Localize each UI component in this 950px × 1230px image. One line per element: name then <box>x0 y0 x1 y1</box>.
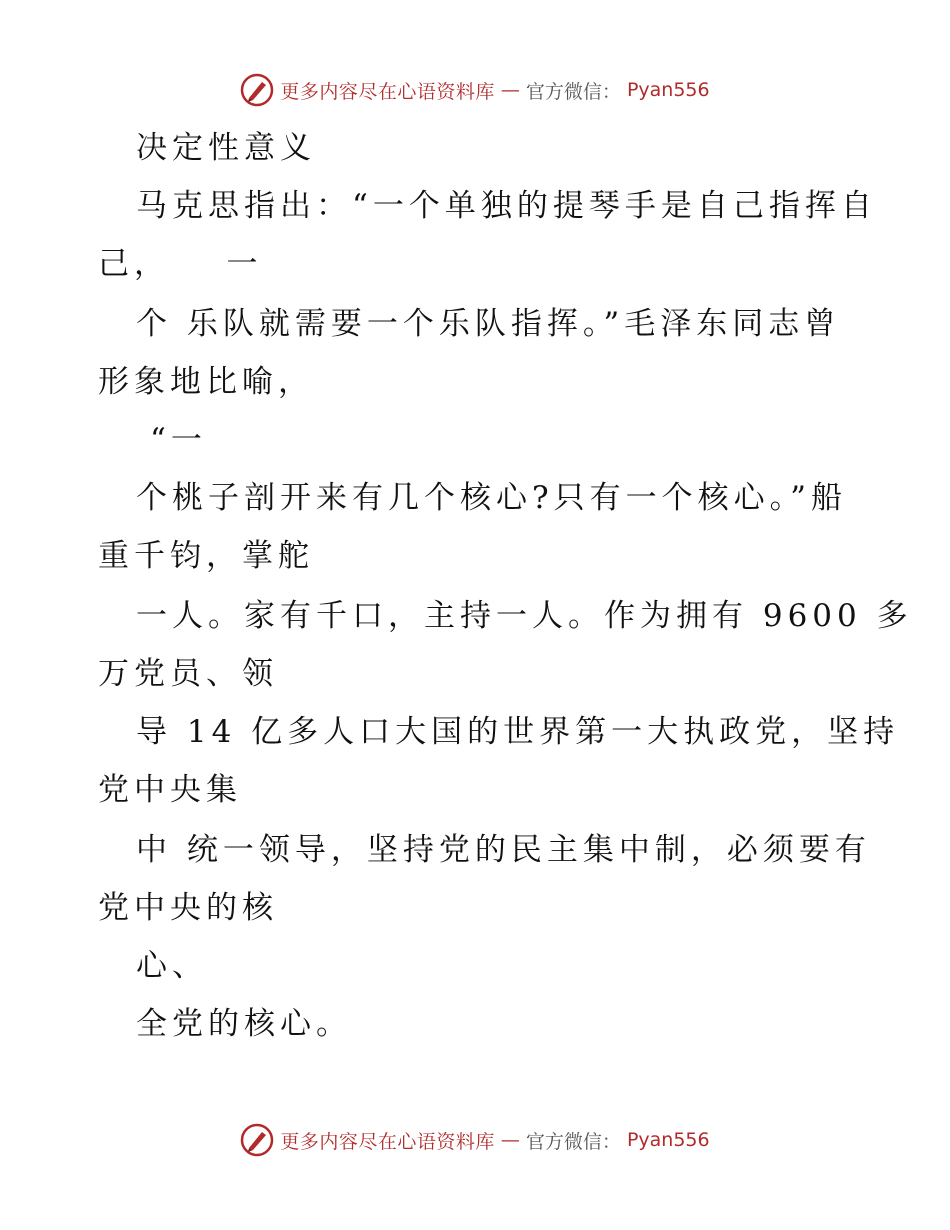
footer-banner-text: 更多内容尽在心语资料库 <box>280 1130 495 1153</box>
header-wechat-label: 官方微信： <box>525 80 621 103</box>
text-line: 党中央集 <box>98 772 242 808</box>
footer-wechat-label: 官方微信： <box>525 1130 621 1153</box>
footer-wechat-id: Pyan556 <box>626 1129 710 1151</box>
text-line: 己， 一 <box>98 246 263 282</box>
pen-logo-icon <box>240 1123 274 1157</box>
text-line: 中 统一领导，坚持党的民主集中制，必须要有 <box>136 832 871 868</box>
text-line: 一人。家有千口，主持一人。作为拥有 9600 多 <box>136 598 913 634</box>
text-line: 决定性意义 <box>136 130 316 166</box>
text-line: 个桃子剖开来有几个核心?只有一个核心。”船 <box>136 480 847 516</box>
text-line: 马克思指出：“一个单独的提琴手是自己指挥自 <box>136 188 877 224</box>
text-line: 万党员、领 <box>98 656 278 692</box>
header-banner-text: 更多内容尽在心语资料库 <box>280 80 495 103</box>
text-line: 重千钧，掌舵 <box>98 538 314 574</box>
text-line: 导 14 亿多人口大国的世界第一大执政党，坚持 <box>136 714 900 750</box>
text-line: 形象地比喻， <box>98 364 314 400</box>
text-line: 心、 <box>136 948 208 984</box>
text-line: 全党的核心。 <box>136 1006 352 1042</box>
header-banner <box>0 70 950 110</box>
text-line: “一 <box>150 422 207 458</box>
header-banner-separator: — <box>500 79 520 101</box>
pen-logo-icon <box>240 73 274 107</box>
header-wechat-id: Pyan556 <box>626 79 710 101</box>
text-line: 党中央的核 <box>98 890 278 926</box>
footer-banner-separator: — <box>500 1129 520 1151</box>
footer-banner <box>0 1120 950 1160</box>
text-line: 个 乐队就需要一个乐队指挥。”毛泽东同志曾 <box>136 306 841 342</box>
